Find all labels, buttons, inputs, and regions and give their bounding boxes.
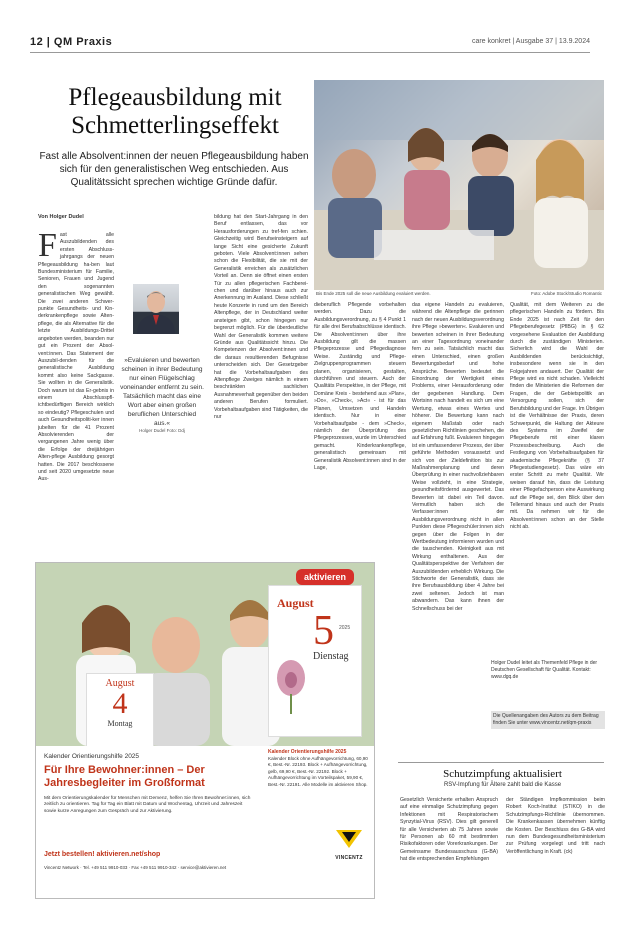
author-info: Holger Dudel leitet als Themenfeld Pflege in der Deutschen Gesellschaft für Qualität. Kontakt: www.dgq.de <box>491 660 598 680</box>
vincentz-wordmark: VINCENTZ <box>335 855 363 861</box>
article-column-3: dieberuflich Pflegende vorbehalten werden. Dazu die Ausbildungsverordnung, zu § 4 Punkt 1 für alle drei Berufsabschlüsse identisch. Die Absolvent:innen über ihre Ausbildung gilt die massen Pflegeprozesse und Pflegediagnose Weise. Zuständig und Pflege-Zielgruppenprogrammen steuern planen, organisieren, gestalten, durchführen und steuern. Auch der Qualitäts Perspektive, in der Pflege, mit Domäne Kreis - bestehend aus »Plan«, »Do«, »Check«, »Act« - ist für das Planen, Umsetzen und Handeln identisch. Nur in einer Vorbehaltsaufgabe - dem »Check«, nämlich der Überprüfung des Pflegeprozesses, wurde im Unterschied gemacht. Kinderkrankenpflege, generalistisch gemeinsam mit Generalistik Absolvent:innen sind in der Lage, <box>314 302 406 471</box>
calendar-day: 5 <box>313 608 334 654</box>
calendar-weekday: Dienstag <box>313 651 349 662</box>
header-divider <box>30 52 590 53</box>
ad-product-heading: Kalender Orientierungshilfe 2025 <box>268 749 347 755</box>
article-column-4: das eigene Handeln zu evaluieren, während die Altenpflege die gerinnen nach der neuen Ausbildungsverordnung ihre Pflege »bewerten«. Evaluieren und bewerten scheinen in ihrer Bedeutung an einer Tagesordnung voneinander fern zu sein. Tatsächlich macht das einen Unterschied, einen großen Bewertungsbedarf und hohe Ansprüche. Bewerten bedeutet die Einordnung der Wertigkeit eines Problems, einer Herausforderung oder der gegebenen Handlung. Dem Wortsinn nach handelt es sich um eine Wertung, etwas eines Wertes und höherer. Die Bewertung kann nach eigenem Maßstab oder nach gesetzlichen Richtlinien geschehen, die auf Erfahrung fußt. Evaluieren hingegen ist ein umfassenderer Prozess, der über geführte Methoden voraussetzt und sich von der Zieldefinition bis zur Maßnahmenplanung und deren Überprüfung in einer nachvollziehbaren Weise vollzieht, in eine Strategie, gesundheitsfördernd ausgewertet. Das Bewerten ist dabei ein Teil davon. Vermutlich haben sich die Verfasser:innen der Ausbildungsverordnung nicht in allen Punkten diese Pflegeschüler:innen sich gegen über die Folgen in der Wertbedeutung informieren wurden und die tauschenden. Kleinigkeit aus mit Wirkung enthaltenen. Aus der Qualitätsperspektive der Verfahren der Auszubildenden erheblich Wirkung. Die Stichworte der Generalistik, dass sie ihre Berufsausbildung über 4 Jahre bei zwei seltenen. Jedoch ist man abwandern. Das kann ihnen der Schnellschuss bei der <box>412 302 504 612</box>
photo-credit: Foto: Adobe Stock/Studio Romantic <box>530 291 602 296</box>
calendar-month: August <box>105 678 135 689</box>
article-column-5: Qualität, mit dem Weiteren zu die pflegerischen Handeln zu fördern. Bis Ende 2025 ist nach Zeit für den Pflegeberufegesetz (PflBG) in § 62 vorgesehene Evaluation der Ausbildung durch die zuständigen Ministerien. Sicherlich wird die Wahl der Ausbildenden berücksichtigt, insbesondere wenn sie in den Folgejahren andauert. Der Qualität der Pflege wird es nicht schaden. Vielleicht finden die Ministerien die Reformen der Fragen, die der Gebietspolitik an Versorgung sollen, sich der Berufsbildung und der Frage. Im Übrigen ist die Verhältnisse der Praxis, deren Schwerpunkt, die Haltung der Akteure des Systems im Zweifel der Pflegeberufe mit einer klaren Prozessbeschreibung. Auch die Festlegung von Vorbehaltsaufgaben für akademische Pflegekräfte (§ 37 Pflegestudiengesetz). Das wäre ein erster Schritt zu mehr Qualität. Wir weisen darauf hin, dass die Leistung einer Pflegefachperson eine Auswirkung auf die Pflege sei, den Blick über den Tellerrand hinaus und auch der Praxis mit. Da nehmen wir für die Absolvent:innen schon an der Stelle nicht ab. <box>510 302 604 531</box>
sidebar-divider <box>398 762 604 763</box>
article-photo <box>314 80 604 290</box>
calendar-weekday: Montag <box>107 719 133 728</box>
aktivieren-logo: aktivieren <box>296 569 354 585</box>
article-title: Pflegeausbildung mit Schmetterlingseffekt <box>68 84 282 139</box>
vincentz-logo-icon <box>334 828 364 850</box>
ad-headline: Für Ihre Bewohner:innen – Der Jahresbegleiter im Großformat <box>44 764 205 789</box>
photo-caption: Bis Ende 2025 soll die neue Ausbildung evaluiert werden. <box>316 291 431 296</box>
calendar-page-monday <box>86 673 154 746</box>
calendar-year: 2025 <box>339 625 351 631</box>
sidebar-title: Schutzimpfung aktualisiert <box>443 768 562 780</box>
ad-product-list <box>268 749 368 789</box>
byline: Von Holger Dudel <box>38 214 84 220</box>
ad-description: Mit dem Orientierungskalender für Menschen mit Demenz, helfen Sie Ihren Bewohner:innen, sich zeitlich zu orientieren. Tag für Tag ein Blatt mit Datum und Wochentag, Uhrzeit und Jahreszeit sowie kurze Anregungen zum Gespräch und zur Aktivierung. <box>44 796 251 814</box>
ad-kicker: Kalender Orientierungshilfe 2025 <box>44 753 140 760</box>
pull-quote-credit: Holger Dudel Foto: Ddj <box>139 428 185 433</box>
drop-cap: F <box>38 232 57 264</box>
ad-contact: Vincentz Network · Tel. +49 511 9910-033 · Fax +49 511 9910-342 · service@aktivieren.net <box>44 865 227 870</box>
sidebar-subtitle: RSV-Impfung für Ältere zahlt bald die Kasse <box>443 782 562 788</box>
issue-info: care konkret | Ausgabe 37 | 13.9.2024 <box>471 38 590 45</box>
calendar-day: 4 <box>112 687 128 720</box>
calendar-month: August <box>277 596 314 610</box>
flower-illustration-icon <box>269 656 361 716</box>
ad-order-link[interactable]: Jetzt bestellen! aktivieren.net/shop <box>44 851 161 858</box>
sidebar-column-1: Gesetzlich Versicherte erhalten Anspruch auf eine einmalige Schutzimpfung gegen Infektionen mit Respiratorischem Synzytial-Virus (RSV). Dies gilt generell für alle Versicherten ab 75 Jahren sowie für Personen ab 60 mit bestimmten Risikofaktoren oder Vorerkrankungen. Der Gemeinsame Bundesausschuss (G-BA) hat die entsprechenden Empfehlungen <box>400 797 498 863</box>
vincentz-logo <box>334 828 364 861</box>
sidebar-column-2: der Ständigen Impfkommission beim Robert Koch-Institut (STIKO) in die Schutzimpfungs-Richtlinie übernommen. Die Krankenkassen übernehmen künftig die Kosten. Der Beschluss des G-BA wird nun dem Bundesgesundheitsministerium zur Prüfung vorgelegt und tritt nach Veröffentlichung in Kraft. (ck) <box>506 797 605 855</box>
article-column-1 <box>38 232 114 550</box>
page-section-label: 12 | QM Praxis <box>30 36 113 48</box>
calendar-page-tuesday <box>268 585 362 737</box>
source-note: Die Quellenangaben des Autors zu dem Beitrag finden Sie unter www.vincentz.net/qm-praxis <box>491 711 605 729</box>
article-lead: Fast alle Absolvent:innen der neuen Pflegeausbildung haben sich für den generalistischen Weg entschieden. Aus Qualitätssicht sprechen wichtige Gründe dafür. <box>39 151 309 188</box>
pull-quote: »Evaluieren und bewerten scheinen in ihrer Bedeutung nur einen Flügelschlag voneinander entfernt zu sein. Tatsächlich macht das eine Wort aber einen großen beruflichen Unterschied aus.« <box>120 357 204 427</box>
column-text: ast alle Auszubildenden des ersten Abschluss-jahrgangs der neuen Pflegeausbildung ha-ben laut Bundesministerium für Familie, Senioren, Frauen und Jugend den sogenannten generalistischen Weg gewählt. Die zwei anderen Schwer-punkte Gesundheits- und Kin-derkrankenpflege sowie Alten-pflege, die als Alternative für die letzte Ausbildungs-Drittel angeboten werden, beanden nur gut ein Prozent der Absol-vent:innen. Das Statement der Auszubil-denden für die generalistische Ausbildung kommt also keine Sackgasse. Sie wollten in die Generalistik. Doch warum ist das Er-gebnis in einem Abschlusspfl-ichtbedürftigen Bereich wirklich so eindeutig? Pflegeschulen und auch Gesundheitspoliti-ker innen jubelten für die 41 Prozent Absolvierenden der vergangenen Jahre wenig über die Erfolge der dreijährigen Alten-pflege Ausbildung gesorgt hatten. Die 2017 beschlossene und seit 2020 umgesetzte neue Aus- <box>38 232 114 483</box>
advertisement[interactable] <box>35 562 375 899</box>
ad-photo <box>36 563 374 746</box>
ad-product-details: Kalender Block ohne Aufhängevorrichtung, 60,90 €, Best.-Nr. 22193. Block + Aufhängevorrichtung, gelb, 69,90 €, Best.-Nr. 22192. Block + Aufhängevorrichtung im Vorteilspaket, 59,90 €, Best.-Nr. 22191. Alle Modelle im aktivieren Shop. <box>268 755 368 787</box>
article-column-2: bildung hat den Start-Jahrgang in den Beruf entlassen, das vor Herausforderungen zu tref-fen schien. Gleichzeitig wird Berufseinsteigern auf lange Sicht eine gesicherte Zukunft geboten. Viele Absolvent:innen sehen schon die Flexibilität, die sie mit der Generalistik erreichen als zusätzlichen Vorteil an. Denn sie öffnet einen ersten Tür zu allen pflegerischen Fachberei-chen und darüber hinaus auch zur Anerkennung im Ausland. Diese schließt heute Konzerte in rund um den Bereich Altenpflege, der in Deutschland weiter ansteigen gibt, schon hingegen nur begrenzt möglich. Für die überdeutliche Wahl der Generalistik kommen weitere Gründe aus Qualitätssicht hinzu. Die Kompetenzen der Absolvent:innen und die daraus resultierenden Befugnisse unterscheiden sich. Der Gesetzgeber hat die Vorbehaltsaufgaben des Altenpflege Zweiges nämlich in einem beschränkten sachlichen Ausnahmeverhalt gegenüber den beiden anderen Berufen formuliert. Vorbehaltsaufgaben sind Tätigkeiten, die nur <box>214 214 308 420</box>
author-portrait <box>133 284 179 334</box>
